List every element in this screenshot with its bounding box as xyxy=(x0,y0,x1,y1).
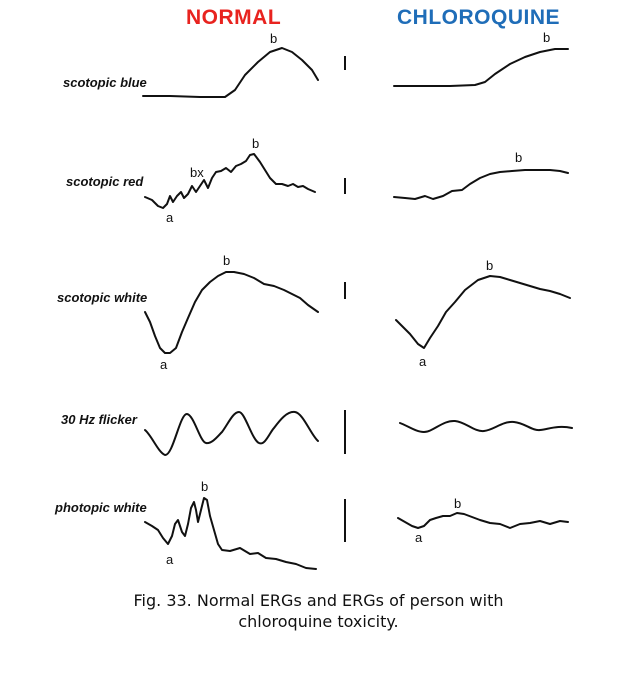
peak-label-b-chloro-blue: b xyxy=(543,30,551,45)
peak-label-b-chloro-red: b xyxy=(515,150,523,165)
row-label-scotopic-white: scotopic white xyxy=(57,290,148,305)
row-label-scotopic-blue: scotopic blue xyxy=(63,75,147,90)
caption-line-1: Fig. 33. Normal ERGs and ERGs of person with xyxy=(133,591,504,610)
peak-label-b-normal-photopic: b xyxy=(201,479,209,494)
normal-column-title: NORMAL xyxy=(186,6,282,29)
trace-normal-30hz-flicker xyxy=(145,412,318,455)
trace-normal-scotopic-red xyxy=(145,154,315,208)
trace-chloroquine-scotopic-white xyxy=(396,276,570,348)
trace-chloroquine-scotopic-blue xyxy=(394,49,568,86)
caption-line-2: chloroquine toxicity. xyxy=(238,612,399,631)
chloroquine-column-title: CHLOROQUINE xyxy=(397,6,560,29)
row-label-scotopic-red: scotopic red xyxy=(66,174,144,189)
peak-label-b-chloro-white: b xyxy=(486,258,494,273)
peak-label-b-chloro-photopic: b xyxy=(454,496,462,511)
peak-label-a-normal-photopic: a xyxy=(166,552,174,567)
row-label-photopic-white: photopic white xyxy=(55,500,147,515)
trace-chloroquine-30hz-flicker xyxy=(400,421,572,432)
figure-caption xyxy=(0,590,637,632)
peak-label-b-normal-white: b xyxy=(223,253,231,268)
peak-label-bx-normal-red: bx xyxy=(190,165,204,180)
peak-label-a-chloro-white: a xyxy=(419,354,427,369)
peak-label-a-normal-red: a xyxy=(166,210,174,225)
trace-normal-scotopic-blue xyxy=(143,48,318,97)
trace-chloroquine-photopic-white xyxy=(398,513,568,528)
row-label-30hz-flicker: 30 Hz flicker xyxy=(61,412,137,427)
peak-label-b-normal-red: b xyxy=(252,136,260,151)
peak-label-b-normal-blue: b xyxy=(270,31,278,46)
peak-label-a-normal-white: a xyxy=(160,357,168,372)
trace-chloroquine-scotopic-red xyxy=(394,170,568,199)
trace-normal-scotopic-white xyxy=(145,272,318,353)
peak-label-a-chloro-photopic: a xyxy=(415,530,423,545)
